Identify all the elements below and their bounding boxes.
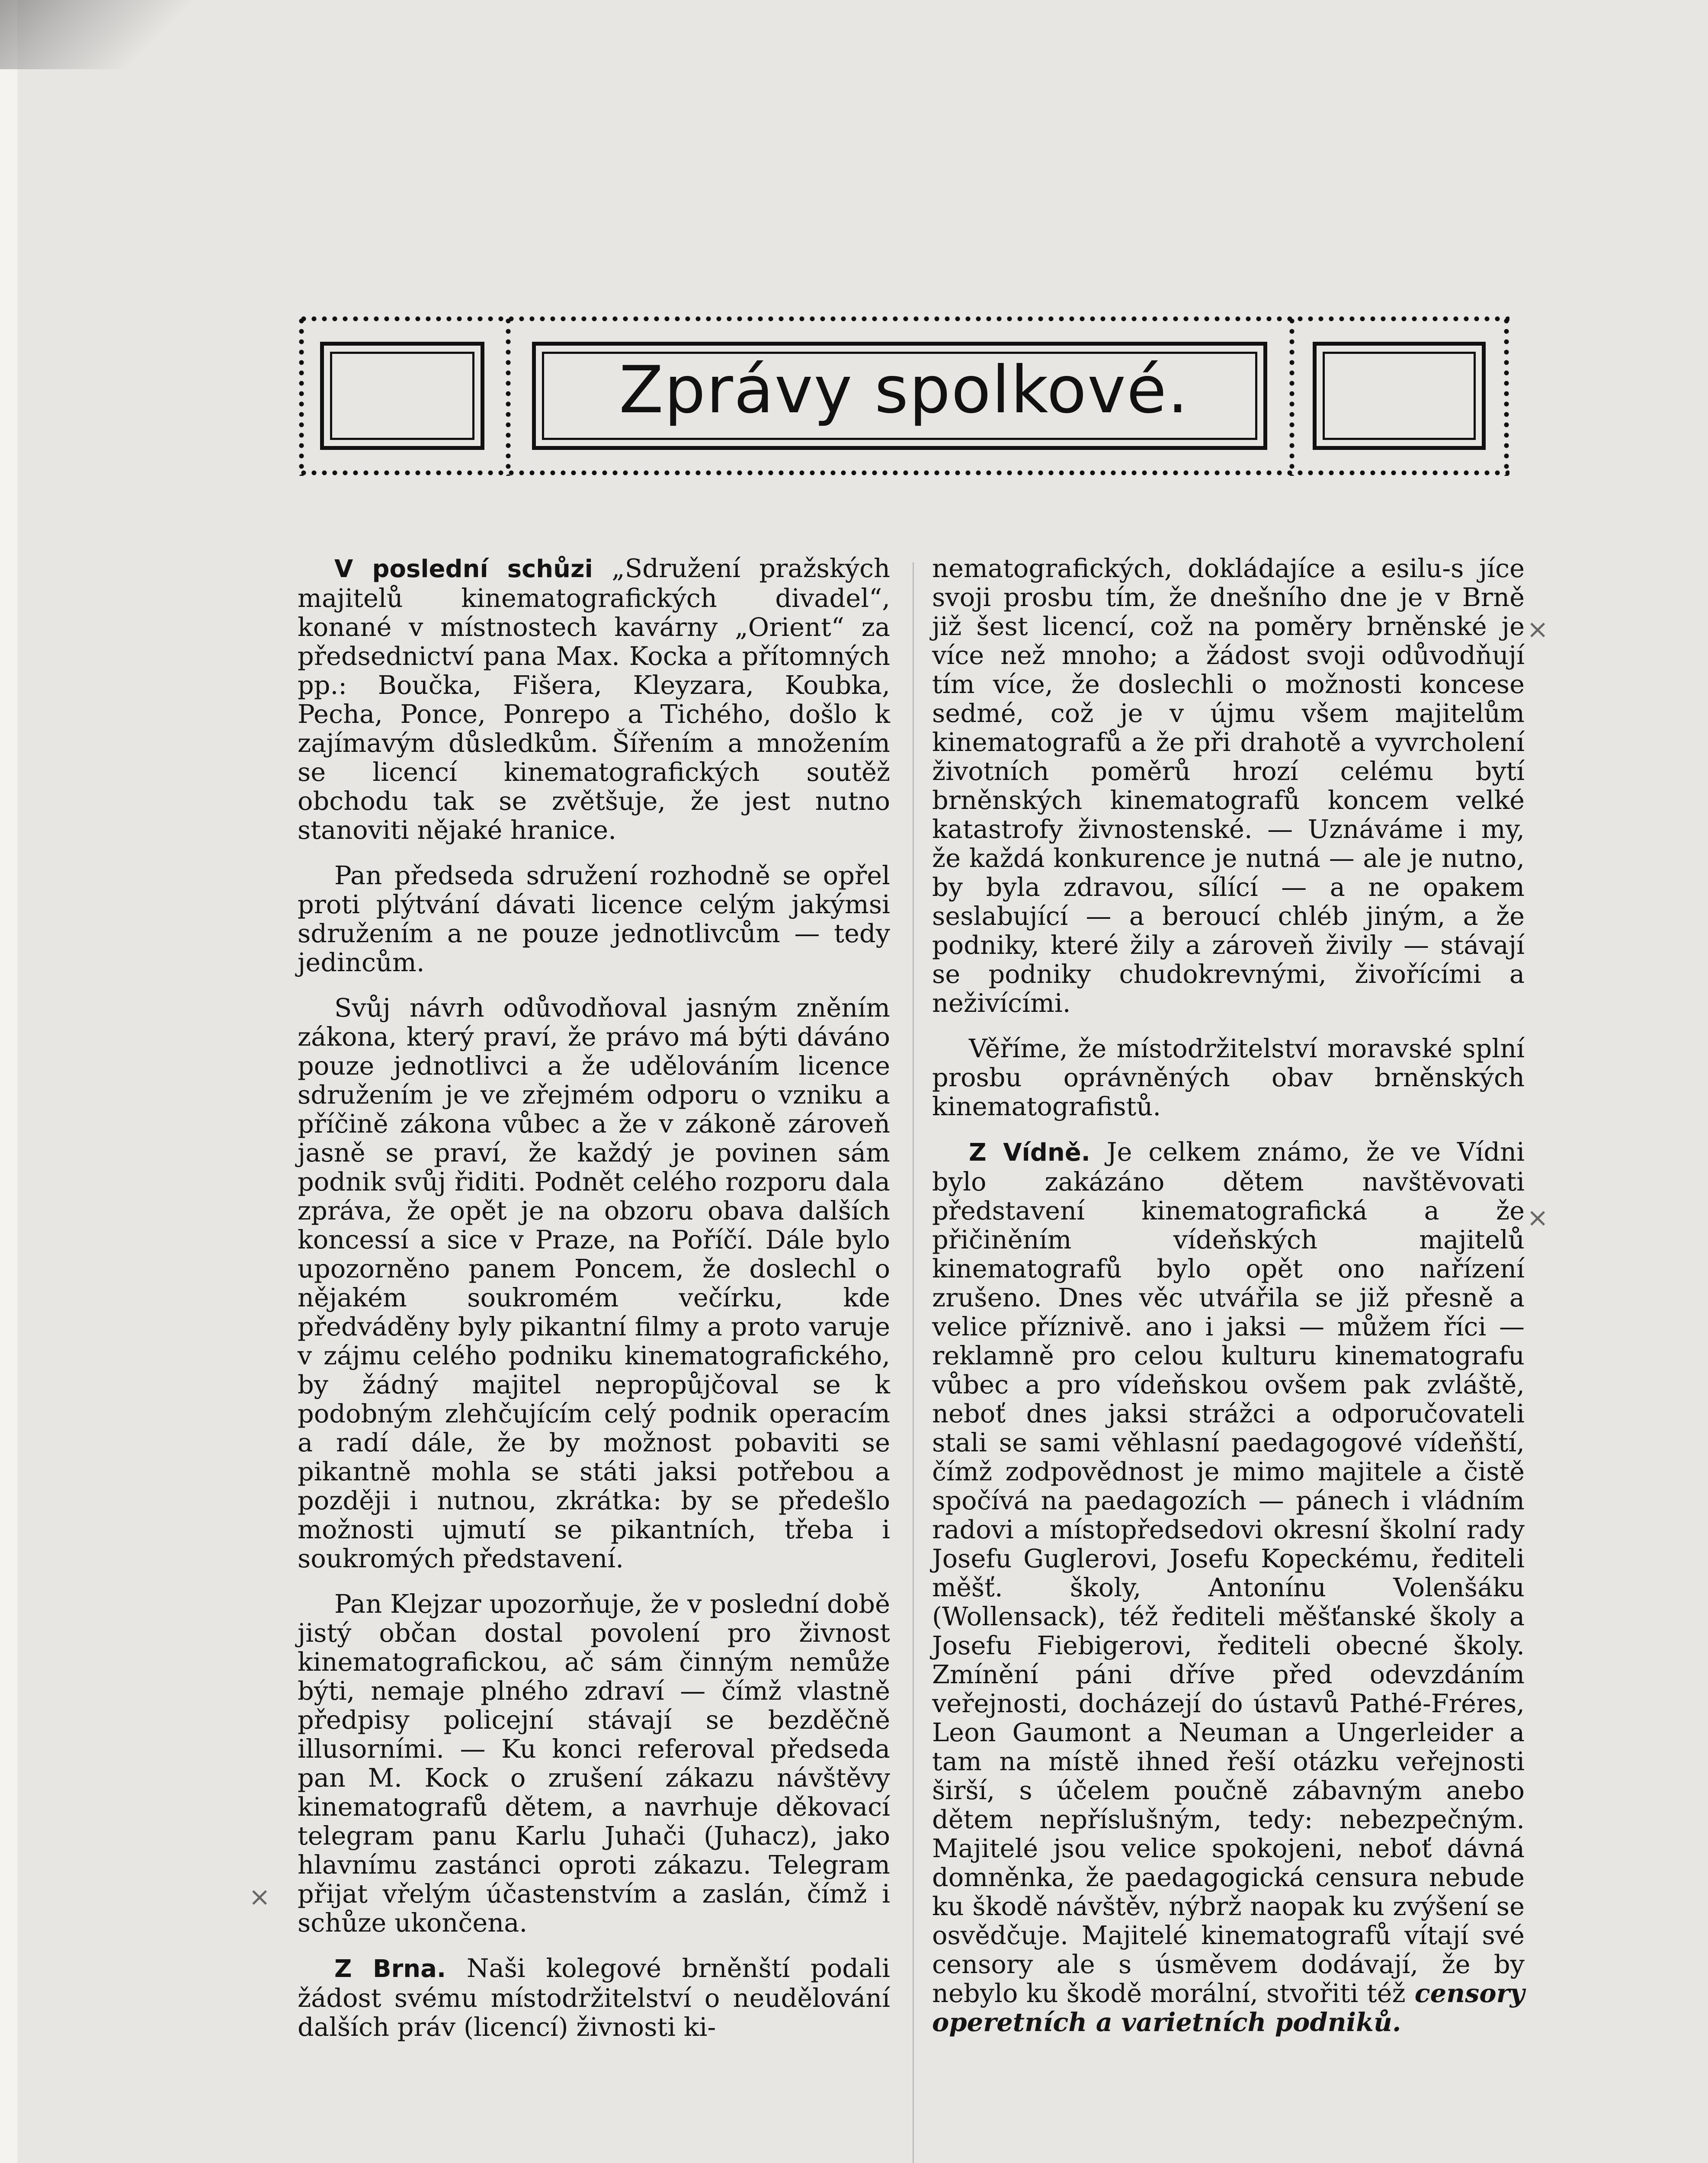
margin-mark: × <box>249 1882 271 1912</box>
paragraph-text: Pan Klejzar upozorňuje, že v poslední době jistý občan dostal povolení pro živnost kinematografickou, ač sám činným nemůže býti, nemaje plného zdraví — čímž vlastně předpisy policejní stávají se bezděčně illusorními. — Ku konci referoval předseda pan M. Kock o zrušení zákazu návštěvy kinematografů dětem, a navrhuje děkovací telegram panu Karlu Juhači (Juhacz), jako hlavnímu zastánci oproti zákazu. Telegram přijat vřelým účastenstvím a zaslán, čímž i schůze ukončena. <box>298 1589 890 1938</box>
banner-dotted-border-bottom <box>298 470 1509 476</box>
article-paragraph <box>932 1137 1525 2037</box>
paragraph-text: nematografických, dokládajíce a esilu-s jíce svoji prosbu tím, že dnešního dne je v Brně již šest licencí, což na poměry brněnské je více než mnoho; a žádost svoji odůvodňují tím více, že doslechli o možnosti koncese sedmé, což je v újmu všem majitelům kinematografů a že při drahotě a vyvrcholení životních poměrů hrozí celému bytí brněnských kinematografů koncem velké katastrofy živnostenské. — Uznáváme i my, že každá konkurence je nutná — ale je nutno, by byla zdravou, sílící — a ne opakem seslabující — a beroucí chléb jiným, a že podniky, které žily a zároveň živily — stávají se podniky chudokrevnými, živořícími a neživícími. <box>932 553 1525 1018</box>
paragraph-text: Věříme, že místodržitelství moravské splní prosbu oprávněných obav brněnských kinematografistů. <box>932 1033 1525 1121</box>
paragraph-text: Svůj návrh odůvodňoval jasným zněním zákona, který praví, že právo má býti dáváno pouze jednotlivci a že udělováním licence sdružením je ve zřejmém odporu o vzniku a příčině zákona vůbec a že v zákoně zároveň jasně se praví, že každý je povinen sám podnik svůj řiditi. Podnět celého rozporu dala zpráva, že opět je na obzoru obava dalších koncessí a sice v Praze, na Poříčí. Dále bylo upozorněno panem Poncem, že doslechl o nějakém soukromém večírku, kde předváděny byly pikantní filmy a proto varuje v zájmu celého podniku kinematografického, by žádný majitel nepropůjčoval se k podobným zlehčujícím celý podnik operacím a radí dále, že by možnost pobaviti se pikantně mohla se státi jaksi potřebou a později i nutnou, zkrátka: by se předešlo možnosti ujmutí se pikantních, třeba i soukromých představení. <box>298 993 890 1573</box>
paragraph-lead-in: V poslední schůzi <box>334 555 593 583</box>
article-paragraph <box>298 993 890 1573</box>
paragraph-text: Naši kolegové brněnští podali žádost svému místodržitelství o neudělování dalších práv (licencí) živnosti ki- <box>298 1953 890 2042</box>
margin-mark: × <box>1527 1203 1549 1233</box>
article-paragraph <box>298 554 890 844</box>
article-paragraph <box>298 861 890 977</box>
paragraph-text: Je celkem známo, že ve Vídni bylo zakázáno dětem navštěvovati představení kinematografická a že přičiněním vídeňských majitelů kinematografů bylo opět ono nařízení zrušeno. Dnes věc utvářila se již přesně a velice příznivě. ano i jaksi — můžem říci — reklamně pro celou kulturu kinematografu vůbec a pro vídeňskou ovšem pak zvláště, neboť dnes jaksi strážci a odporučovateli stali se sami věhlasní paedagogové vídeňští, čímž zodpovědnost je mimo majitele a čistě spočívá na paedagozích — pánech i vládním radovi a místopředsedovi okresní školní rady Josefu Guglerovi, Josefu Kopeckému, řediteli měšť. školy, Antonínu Volenšáku (Wollensack), též řediteli měšťanské školy a Josefu Fiebigerovi, řediteli obecné školy. Zmínění páni dříve před odevzdáním veřejnosti, docházejí do ústavů Pathé-Fréres, Leon Gaumont a Neuman a Ungerleider a tam na místě ihned řeší otázku veřejnosti širší, s účelem poučně zábavným anebo dětem nepříslušným, tedy: nebezpečným. Majitelé jsou velice spokojeni, neboť dávná domněnka, že paedagogická censura nebude ku škodě návštěv, nýbrž naopak ku zvýšení se osvědčuje. Majitelé kinematografů vítají své censory ale s úsměvem dodávají, že by nebylo ku škodě morální, stvořiti též <box>932 1137 1525 2008</box>
paragraph-text: „Sdružení pražských majitelů kinematografických divadel“, konané v místnostech kavárny „Orient“ za předsednictví pana Max. Kocka a přítomných pp.: Boučka, Fišera, Kleyzara, Koubka, Pecha, Ponce, Ponrepo a Tichého, došlo k zajímavým důsledkům. Šířením a množením se licencí kinematografických soutěž obchodu tak se zvětšuje, že jest nutno stanoviti nějaké hranice. <box>298 553 890 845</box>
left-column <box>298 554 890 2058</box>
paragraph-lead-in: Z Vídně. <box>969 1139 1090 1167</box>
article-paragraph <box>932 1034 1525 1121</box>
article-paragraph <box>298 1589 890 1937</box>
scan-corner-shadow <box>0 0 260 69</box>
section-banner <box>298 316 1509 476</box>
article-paragraph <box>932 554 1525 1017</box>
column-divider <box>913 562 914 2163</box>
banner-dotted-border-top <box>298 316 1509 322</box>
margin-mark: × <box>1527 614 1549 645</box>
scan-edge <box>0 0 17 2163</box>
article-paragraph <box>298 1954 890 2041</box>
paragraph-italic-text: censory operetních a varietních podniků. <box>932 1978 1525 2037</box>
section-title: Zprávy spolkové. <box>619 353 1189 428</box>
paragraph-text: Pan předseda sdružení rozhodně se opřel proti plýtvání dávati licence celým jakýmsi sdružením a ne pouze jednotlivcům — tedy jedincům. <box>298 860 890 977</box>
paragraph-lead-in: Z Brna. <box>334 1955 446 1983</box>
right-column <box>932 554 1525 2053</box>
